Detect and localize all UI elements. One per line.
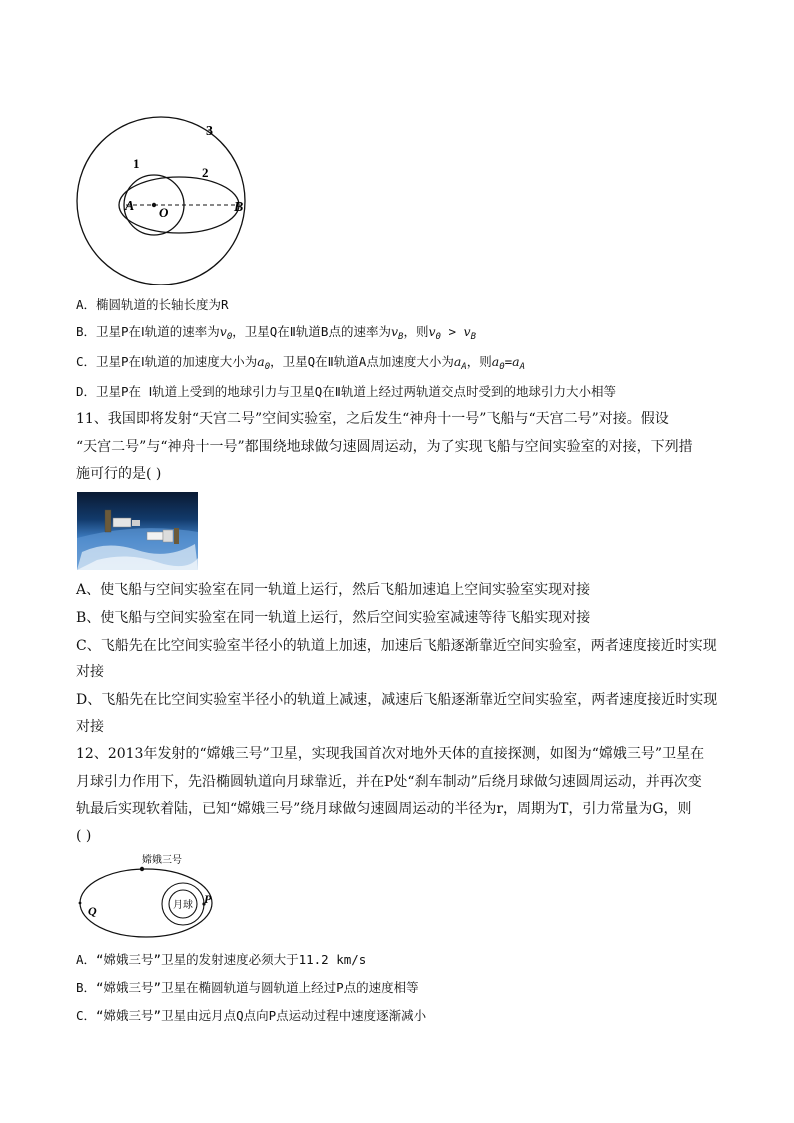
q10-option-a: A．椭圆轨道的长轴长度为R bbox=[76, 297, 229, 312]
v0-symbol-2: v bbox=[428, 324, 436, 339]
label-1: 1 bbox=[133, 156, 140, 171]
q-label: Q bbox=[88, 904, 97, 918]
spacecraft-docking-photo bbox=[77, 492, 198, 570]
label-O: O bbox=[159, 205, 169, 220]
vb-symbol: v bbox=[390, 324, 399, 339]
q12-stem-line-2: 月球引力作用下，先沿椭圆轨道向月球靠近，并在P处“刹车制动”后绕月球做匀速圆周运动，并再次变 bbox=[76, 774, 702, 790]
lunar-orbit-diagram bbox=[76, 853, 216, 943]
a0-symbol: a bbox=[257, 354, 265, 369]
aa-symbol-2: a bbox=[512, 354, 520, 369]
label-3: 3 bbox=[206, 124, 213, 139]
q10-option-b bbox=[76, 322, 726, 347]
label-B: B bbox=[234, 200, 244, 215]
aa-subscript: A bbox=[461, 362, 467, 372]
q12-stem-line-4: ( ) bbox=[76, 828, 92, 844]
equals-sign: = bbox=[504, 354, 513, 369]
q11-stem-line-3: 施可行的是( ) bbox=[76, 466, 162, 482]
v0-subscript: 0 bbox=[226, 332, 233, 342]
q11-option-d-line-1: D、飞船先在比空间实验室半径小的轨道上减速，减速后飞船逐渐靠近空间实验室，两者速度接近时实现 bbox=[76, 692, 718, 708]
vb-symbol-2: v bbox=[463, 324, 471, 339]
p-label: P bbox=[204, 892, 212, 906]
vb-subscript-2: B bbox=[470, 332, 476, 342]
a0-subscript: 0 bbox=[264, 362, 271, 372]
label-A: A bbox=[125, 199, 135, 214]
aa-symbol: a bbox=[453, 354, 462, 369]
vb-subscript: B bbox=[398, 332, 404, 342]
moon-label: 月球 bbox=[173, 900, 193, 911]
q10-optc-prefix: C．卫星P在Ⅰ轨道的加速度大小为 bbox=[76, 354, 258, 369]
q11-option-c-line-1: C、飞船先在比空间实验室半径小的轨道上加速，加速后飞船逐渐靠近空间实验室，两者速度接近时实现 bbox=[76, 638, 717, 654]
a0-symbol-2: a bbox=[491, 354, 500, 369]
q12-stem-line-3: 轨最后实现软着陆，已知“嫦娥三号”绕月球做匀速圆周运动的半径为r，周期为T，引力常量为G，则 bbox=[76, 801, 692, 817]
v0-symbol: v bbox=[219, 324, 227, 339]
q12-stem-line-1: 12、2013年发射的“嫦娥三号”卫星，实现我国首次对地外天体的直接探测，如图为“嫦娥三号”卫星在 bbox=[76, 746, 705, 762]
orbit-diagram bbox=[74, 113, 254, 285]
spacecraft-dot bbox=[140, 867, 144, 871]
a0-subscript-2: 0 bbox=[499, 362, 505, 372]
q12-option-c: C．“嫦娥三号”卫星由远月点Q点向P点运动过程中速度逐渐减小 bbox=[76, 1008, 427, 1023]
v0-subscript-2: 0 bbox=[435, 332, 441, 342]
aa-subscript-2: A bbox=[519, 362, 526, 372]
q11-stem-line-2: “天宫二号”与“神舟十一号”都围绕地球做匀速圆周运动，为了实现飞船与空间实验室的对接，下列措 bbox=[76, 439, 693, 455]
orbit-3-circle bbox=[77, 117, 245, 285]
q10-optb-prefix: B．卫星P在Ⅰ轨道的速率为 bbox=[76, 324, 220, 339]
label-2: 2 bbox=[202, 165, 209, 180]
q11-option-d-line-2: 对接 bbox=[76, 719, 104, 735]
center-dot bbox=[152, 203, 156, 207]
greater-than: > bbox=[440, 324, 464, 339]
change3-label: 嫦娥三号 bbox=[142, 855, 182, 866]
q11-option-b: B、使飞船与空间实验室在同一轨道上运行，然后空间实验室减速等待飞船实现对接 bbox=[76, 610, 591, 626]
q10-option-c bbox=[76, 352, 726, 377]
q12-option-b: B．“嫦娥三号”卫星在椭圆轨道与圆轨道上经过P点的速度相等 bbox=[76, 980, 419, 995]
q10-optc-then: ，则 bbox=[466, 354, 492, 369]
point-q-dot bbox=[79, 902, 82, 905]
q10-option-d: D．卫星P在 Ⅰ轨道上受到的地球引力与卫星Q在Ⅱ轨道上经过两轨道交点时受到的地球引力大小相等 bbox=[76, 384, 616, 399]
q10-optb-then: ，则 bbox=[403, 324, 429, 339]
q11-option-a: A、使飞船与空间实验室在同一轨道上运行，然后飞船加速追上空间实验室实现对接 bbox=[76, 582, 591, 598]
q10-optb-middle: ，卫星Q在Ⅱ轨道B点的速率为 bbox=[232, 324, 391, 339]
q12-option-a: A．“嫦娥三号”卫星的发射速度必须大于11.2 km/s bbox=[76, 952, 367, 967]
q11-stem-line-1: 11、我国即将发射“天宫二号”空间实验室，之后发生“神舟十一号”飞船与“天宫二号”对接。假设 bbox=[76, 411, 669, 427]
q11-option-c-line-2: 对接 bbox=[76, 664, 104, 680]
q10-optc-middle: ，卫星Q在Ⅱ轨道A点加速度大小为 bbox=[270, 354, 454, 369]
